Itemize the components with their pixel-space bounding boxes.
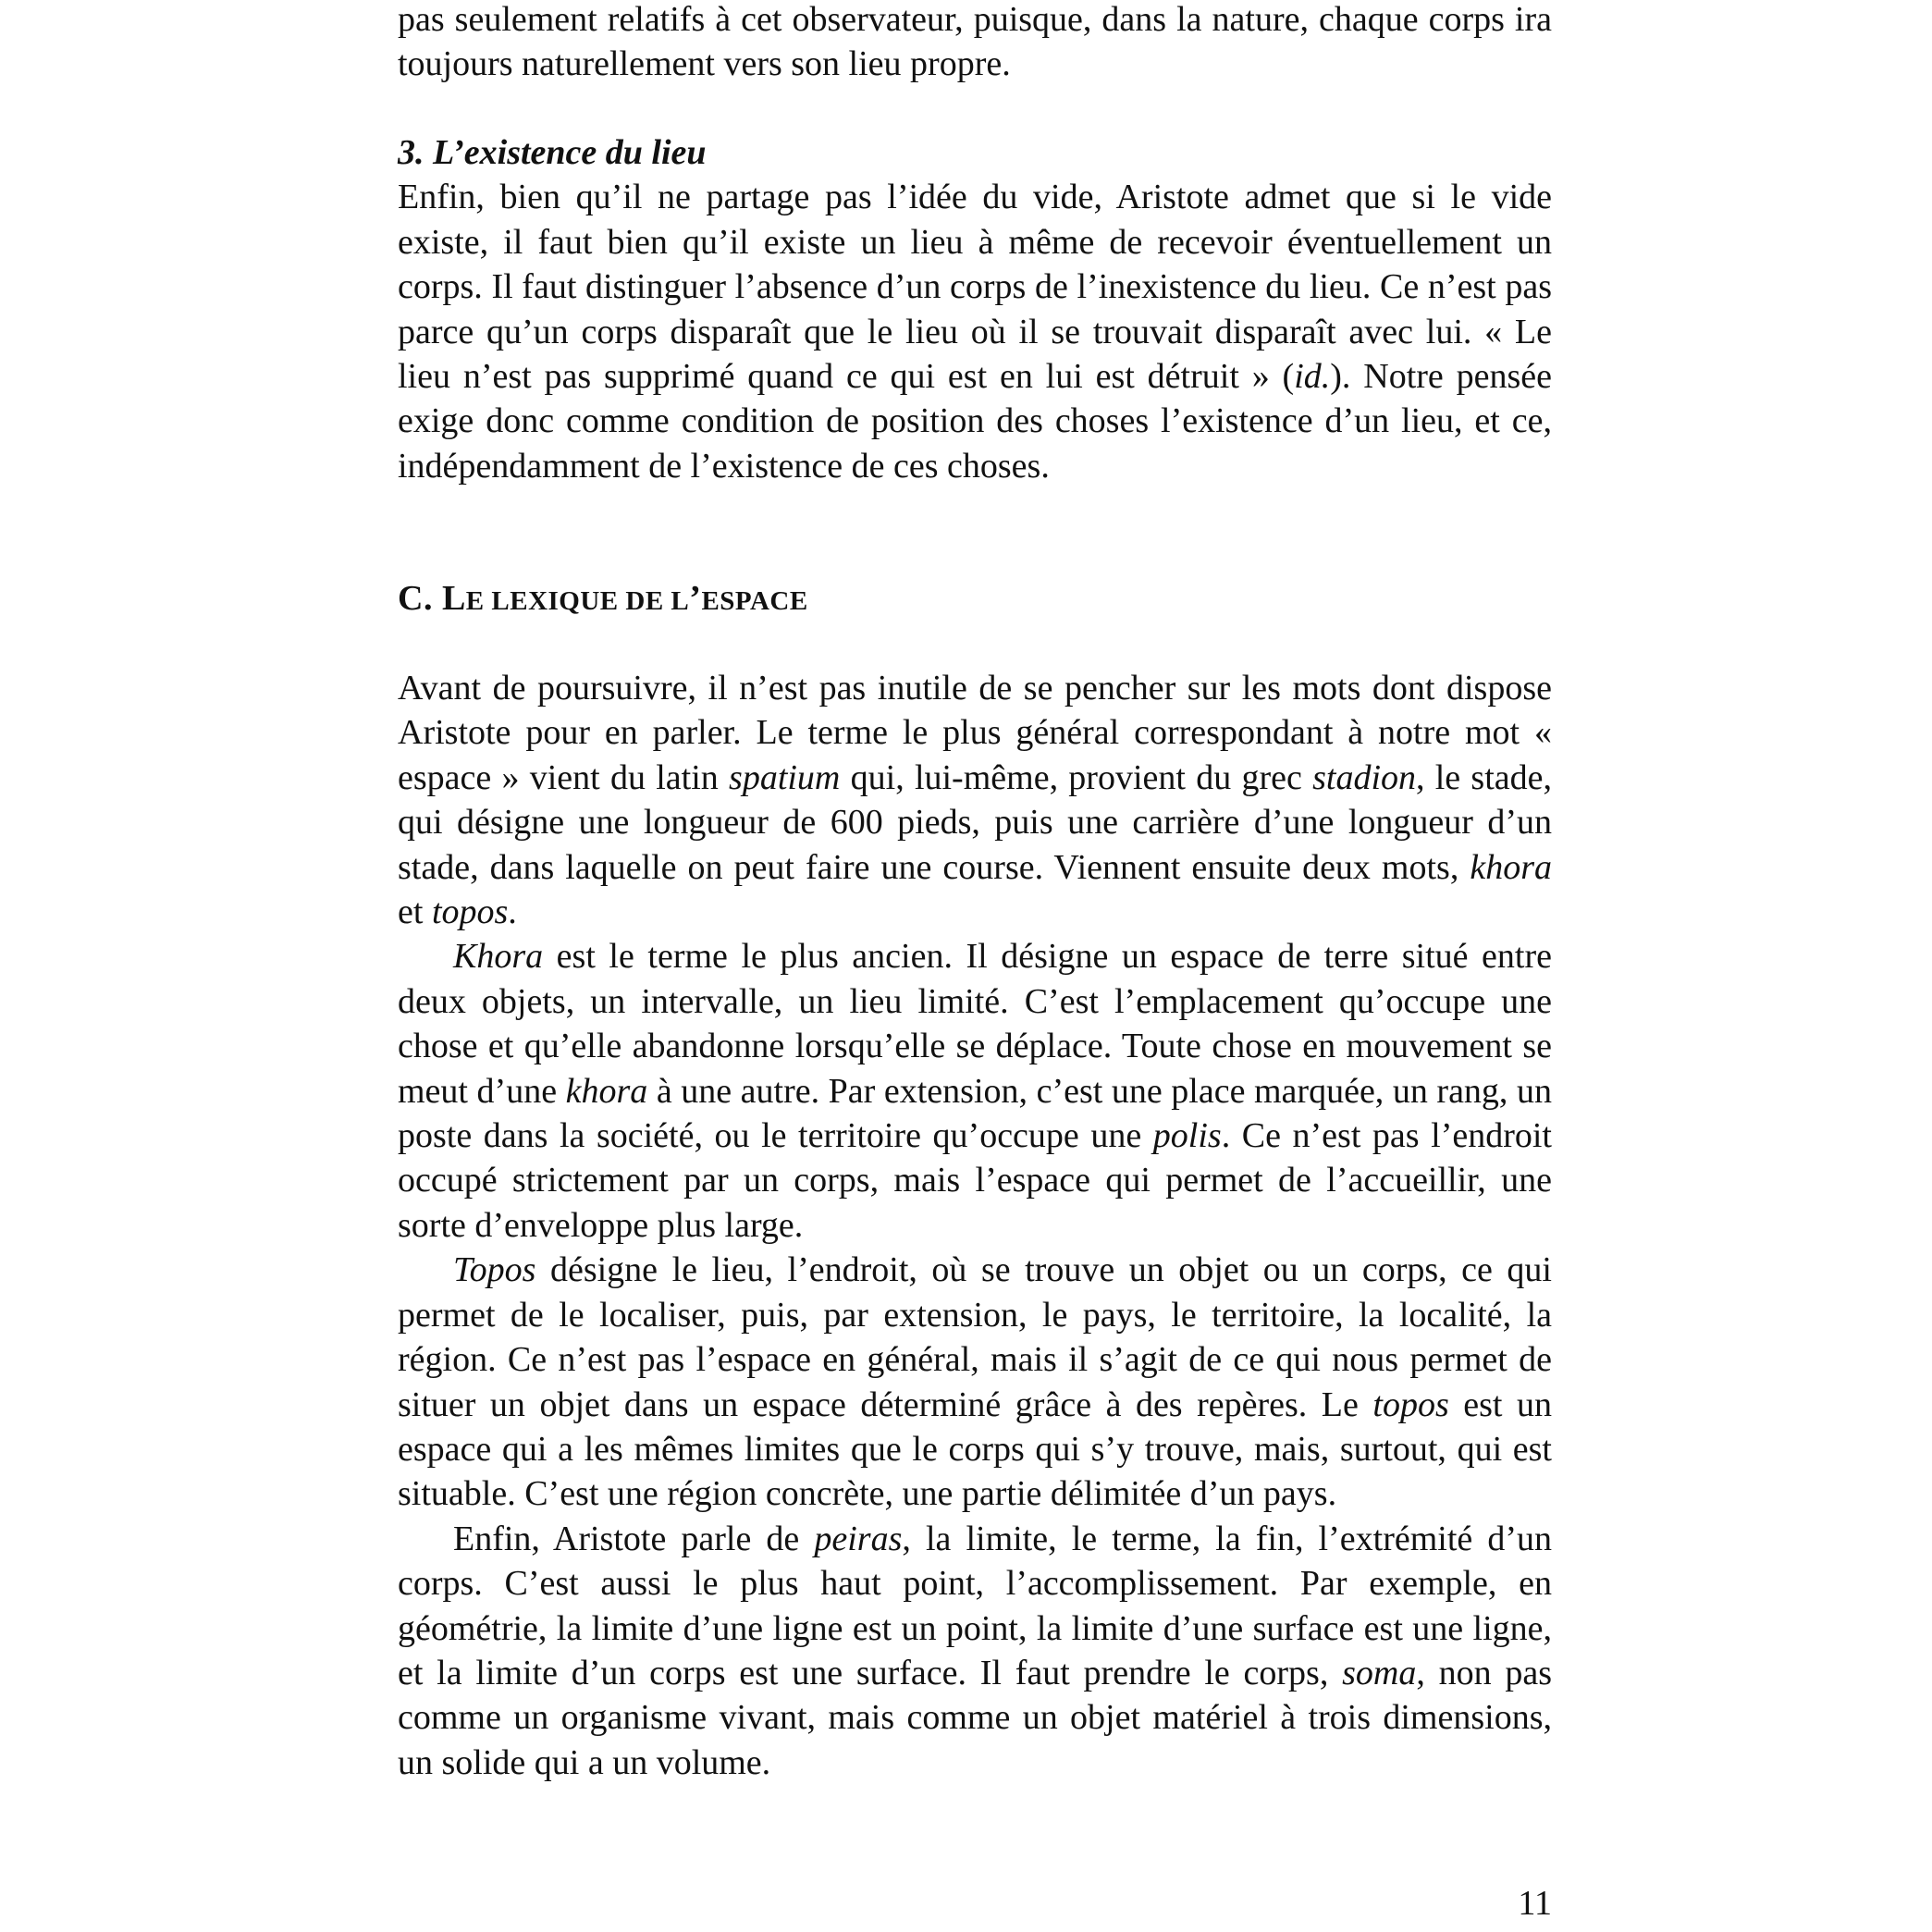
lexique-p2-text-b: à une autre. Par extension, c’est une place marquée, un rang, un poste dans la société, ou le territoire qu’occupe une	[398, 1071, 1552, 1156]
section-c-title	[398, 576, 1552, 623]
section-c-title-apostrophe: ’	[689, 579, 702, 618]
section-c	[398, 576, 1552, 623]
lexique-p1-text-d: et	[398, 892, 432, 932]
lexique-p2-text-c: . Ce n’est pas l’endroit occupé strictement par un corps, mais l’espace qui permet de l’accueillir, une sorte d’enveloppe plus large.	[398, 1116, 1552, 1245]
section-c-title-smallcaps-2: ESPACE	[701, 586, 808, 616]
lexique-p1-text-c: , le stade, qui désigne une longueur de 600 pieds, puis une carrière d’une longueur d’un stade, dans laquelle on peut faire une course. Viennent ensuite deux mots,	[398, 757, 1552, 887]
term-khora: khora	[1470, 847, 1552, 887]
term-topos-lead: Topos	[453, 1250, 536, 1290]
lexique-p3-text-a: désigne le lieu, l’endroit, où se trouve un objet ou un corps, ce qui permet de le localiser, puis, par extension, le pays, le territoire, la localité, la région. Ce n’est pas l’espace en général, mais il s’agit de ce qui nous permet de situer un objet dans un espace déterminé grâce à des repères. Le	[398, 1250, 1552, 1424]
lexique-p4-text-a: Enfin, Aristote parle de	[453, 1519, 815, 1558]
lexique-paragraph-1	[398, 666, 1552, 934]
lexique-p3-text-b: est un espace qui a les mêmes limites que le corps qui s’y trouve, mais, surtout, qui est situable. C’est une région concrète, une partie délimitée d’un pays.	[398, 1384, 1552, 1514]
lexique-paragraph-2	[398, 934, 1552, 1248]
section-c-title-c: C. L	[398, 579, 466, 618]
lexique-paragraph-3	[398, 1248, 1552, 1516]
term-polis: polis	[1152, 1116, 1222, 1156]
page-number: 11	[1518, 1884, 1552, 1923]
section-c-title-smallcaps-1: E LEXIQUE DE L	[465, 586, 690, 616]
term-stadion: stadion	[1312, 757, 1416, 797]
citation-id: id.	[1294, 357, 1331, 397]
opening-paragraph: pas seulement relatifs à cet observateur, puisque, dans la nature, chaque corps ira toujours naturellement vers son lieu propre.	[398, 0, 1552, 84]
lexique-p1-text-a: Avant de poursuivre, il n’est pas inutile de se pencher sur les mots dont dispose Aristote pour en parler. Le terme le plus général correspondant à notre mot « espace » vient du latin	[398, 669, 1552, 797]
term-spatium: spatium	[729, 757, 841, 797]
section-3	[398, 130, 1552, 488]
section-3-title: 3. L’existence du lieu	[398, 133, 707, 172]
lexique-p1-text-e: .	[508, 892, 517, 932]
lexique-p2-text-a: est le terme le plus ancien. Il désigne un espace de terre situé entre deux objets, un intervalle, un lieu limité. C’est l’emplacement qu’occupe une chose et qu’elle abandonne lorsqu’elle se déplace. Toute chose en mouvement se meut d’une	[398, 937, 1552, 1111]
section-3-text-a: Enfin, bien qu’il ne partage pas l’idée du vide, Aristote admet que si le vide existe, il faut bien qu’il existe un lieu à même de recevoir éventuellement un corps. Il faut distinguer l’absence d’un corps de l’inexistence du lieu. Ce n’est pas parce qu’un corps disparaît que le lieu où il se trouvait disparaît avec lui. « Le lieu n’est pas supprimé quand ce qui est en lui est détruit » (	[398, 178, 1552, 397]
opening-paragraph-block	[398, 0, 1552, 87]
term-khora-lead: Khora	[453, 937, 544, 977]
section-3-text-b: ). Notre pensée exige donc comme condition de position des choses l’existence d’un lieu, et ce, indépendamment de l’existence de ces choses.	[398, 357, 1552, 486]
book-page	[398, 0, 1552, 1932]
lexique-p1-text-b: qui, lui-même, provient du grec	[840, 757, 1313, 797]
term-topos-inline: topos	[1372, 1384, 1449, 1424]
lexique-paragraph-4	[398, 1517, 1552, 1785]
lexique-p4-text-c: , non pas comme un organisme vivant, mais comme un objet matériel à trois dimensions, un solide qui a un volume.	[398, 1653, 1552, 1782]
term-peiras: peiras	[814, 1519, 903, 1558]
section-3-paragraph	[398, 175, 1552, 488]
lexique-body	[398, 666, 1552, 1785]
term-topos: topos	[431, 892, 509, 932]
term-khora-inline: khora	[565, 1071, 648, 1111]
term-soma: soma	[1342, 1653, 1417, 1692]
lexique-p4-text-b: , la limite, le terme, la fin, l’extrémité d’un corps. C’est aussi le plus haut point, l’accomplissement. Par exemple, en géométrie, la limite d’une ligne est un point, la limite d’une surface est une ligne, et la limite d’un corps est une surface. Il faut prendre le corps,	[398, 1519, 1552, 1692]
